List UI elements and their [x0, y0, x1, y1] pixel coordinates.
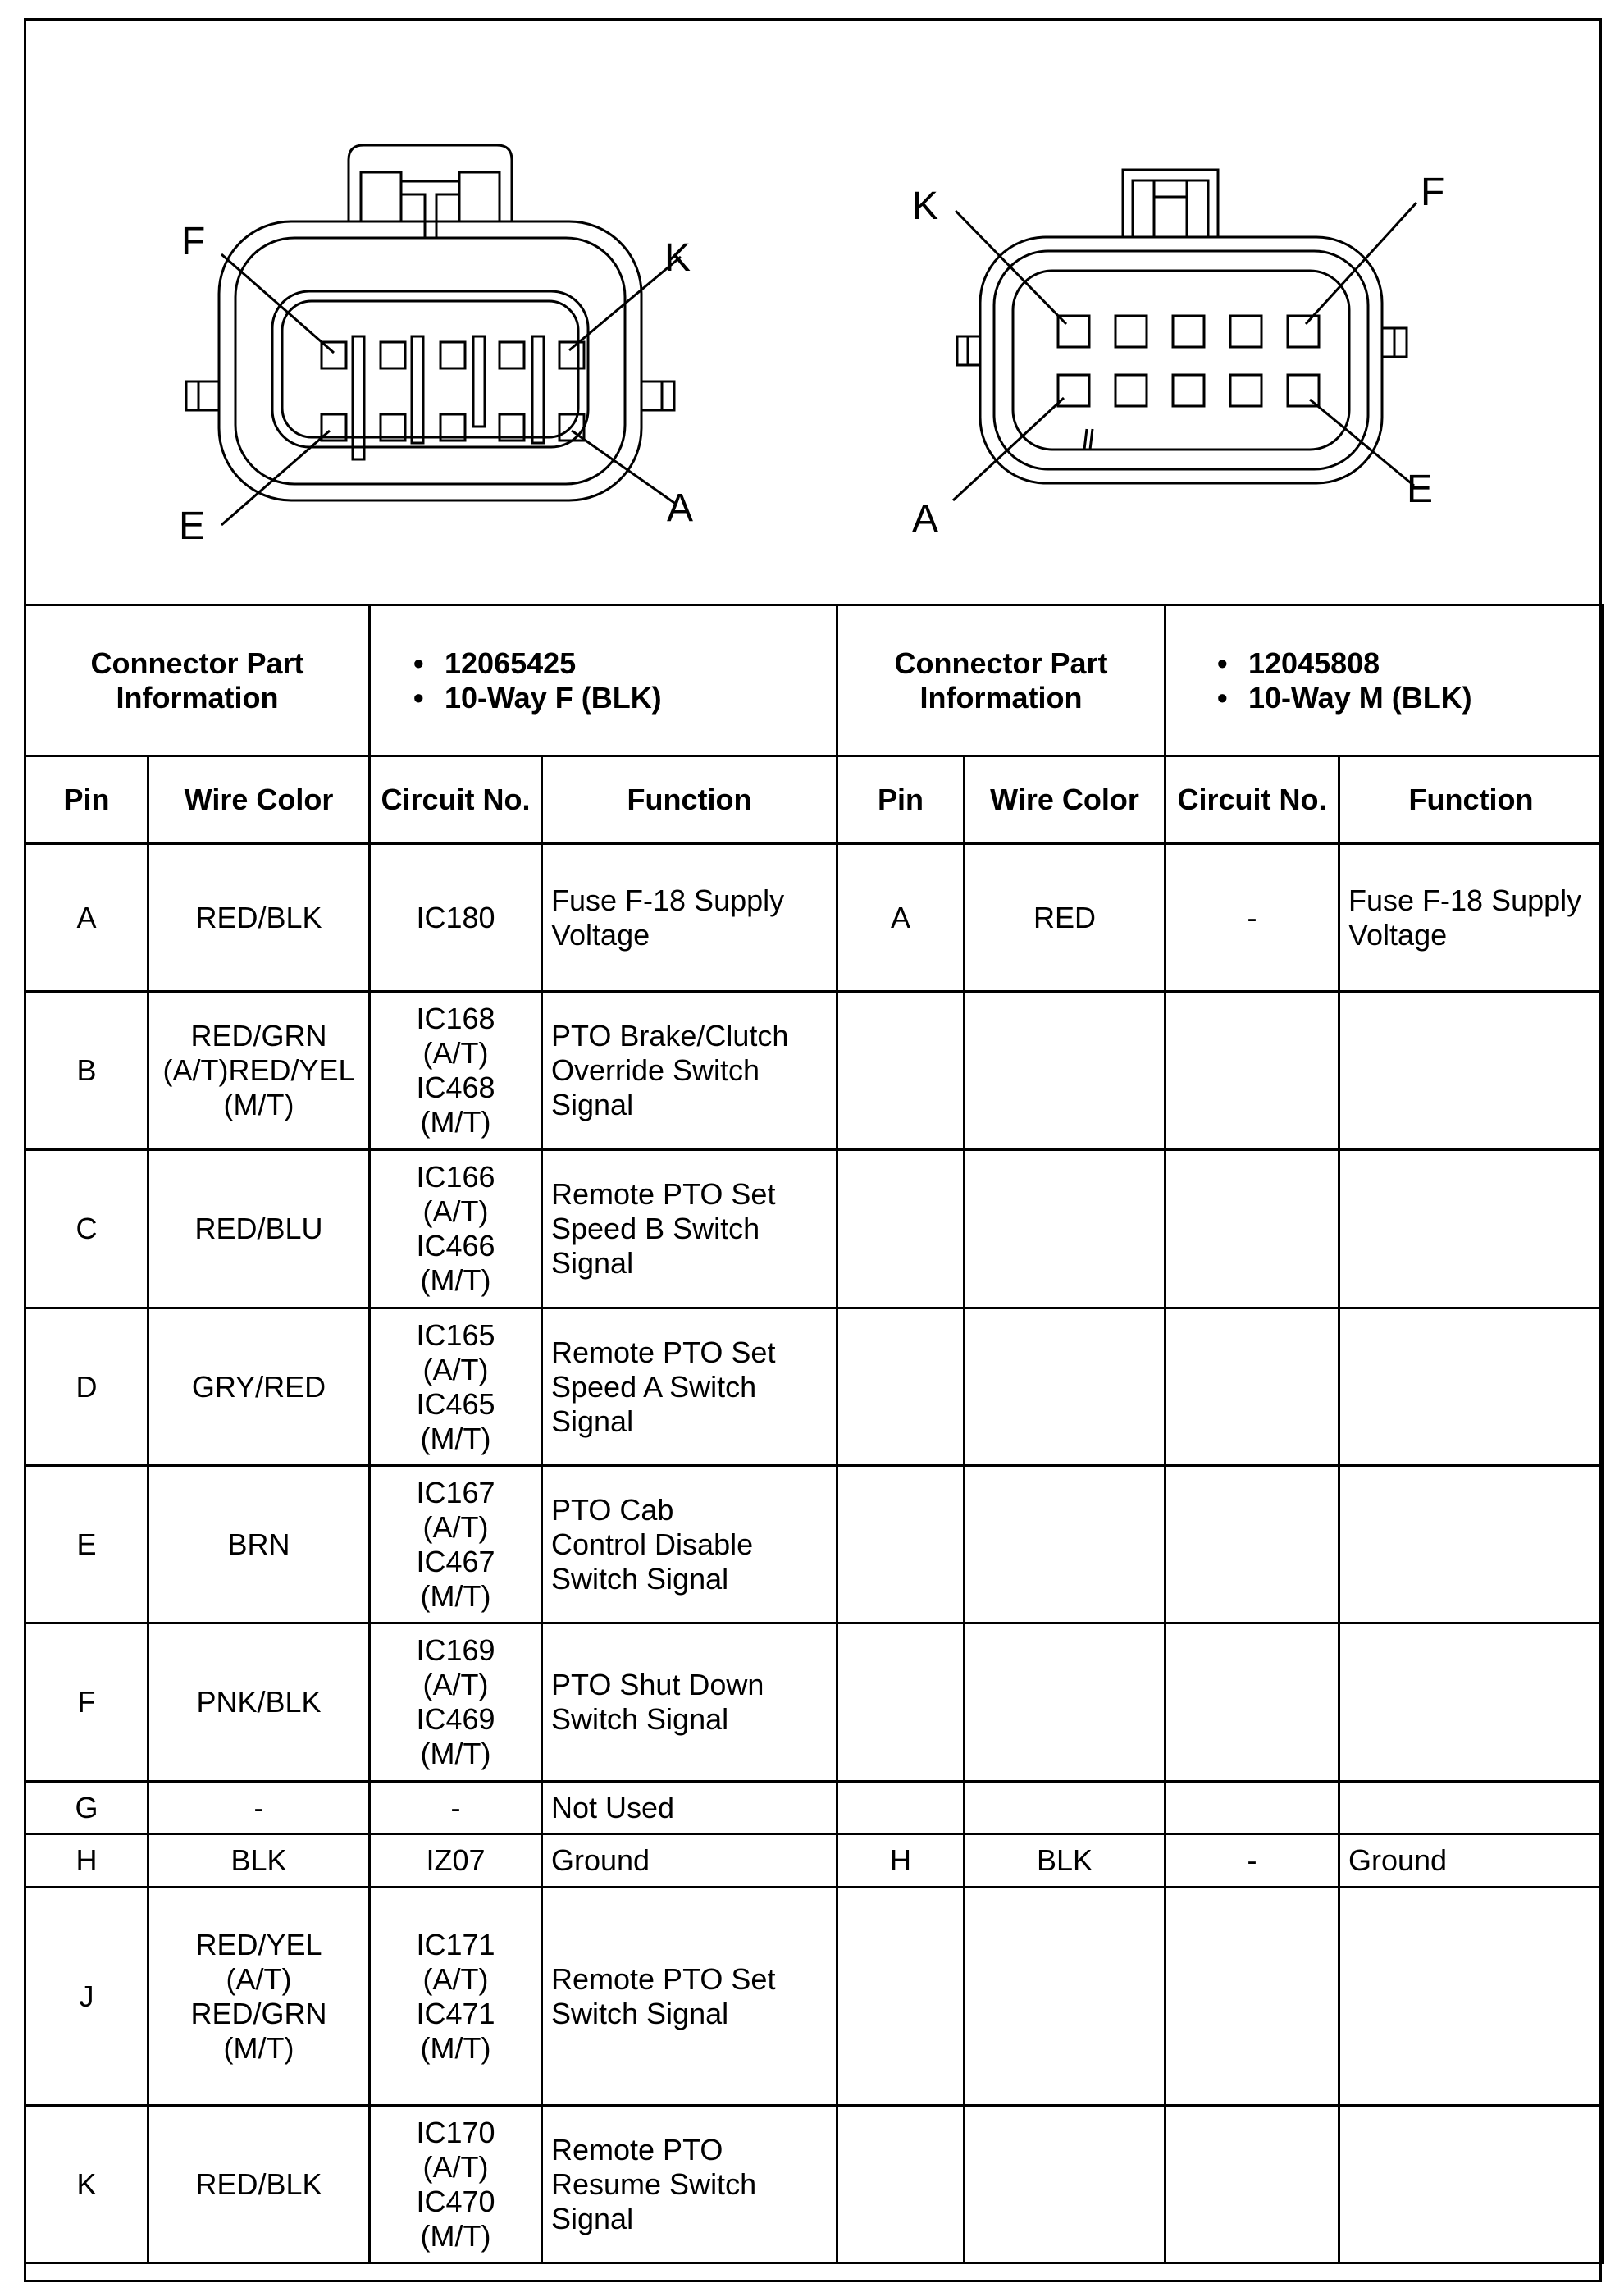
circuit-no-line: IC468	[416, 1071, 495, 1104]
function-line: PTO Brake/Clutch	[551, 1019, 789, 1052]
function-line: Remote PTO Set	[551, 1177, 776, 1211]
right-pin-cell	[837, 1888, 965, 2106]
right-connector-body	[957, 170, 1407, 483]
circuit-no-line: -	[1247, 900, 1257, 934]
function-line: Ground	[551, 1843, 650, 1877]
right-part-info-label: Connector Part Information	[837, 605, 1166, 756]
col-header: Pin	[25, 756, 148, 844]
right-wire-color-cell	[965, 1308, 1166, 1466]
connector-part-info-row	[25, 605, 1603, 756]
col-header: Function	[1339, 756, 1603, 844]
right-function-cell	[1339, 1150, 1603, 1308]
left-wire-color-cell	[148, 1834, 370, 1888]
right-circuit-no-cell	[1166, 1150, 1339, 1308]
left-pin-cell: F	[25, 1623, 148, 1782]
circuit-no-line: IC169	[416, 1633, 495, 1667]
function-line: Signal	[551, 1088, 634, 1121]
function-line: Signal	[551, 1246, 634, 1280]
left-circuit-no-cell	[370, 1466, 542, 1623]
circuit-no-line: IC467	[416, 1544, 495, 1578]
right-part-info	[1166, 605, 1603, 756]
right-function-cell	[1339, 992, 1603, 1150]
right-pin-cell: H	[837, 1834, 965, 1888]
left-pin-cell: H	[25, 1834, 148, 1888]
circuit-no-line: IC167	[416, 1475, 495, 1509]
function-line: Voltage	[1348, 917, 1448, 952]
right-pin-cell	[837, 1623, 965, 1782]
function-line: Signal	[551, 1404, 634, 1438]
right-circuit-no-cell	[1166, 2106, 1339, 2263]
col-header: Function	[542, 756, 837, 844]
left-label-e: E	[179, 505, 206, 548]
col-header: Pin	[837, 756, 965, 844]
circuit-no-line: IZ07	[426, 1843, 486, 1877]
wire-color-line: BLK	[230, 1843, 287, 1877]
right-circuit-no-cell	[1166, 1466, 1339, 1623]
wire-color-line: RED/GRN	[190, 1996, 327, 2030]
function-line: Fuse F-18 Supply	[551, 883, 785, 917]
pinout-table	[24, 604, 1604, 2264]
circuit-no-line: IC166	[416, 1160, 495, 1194]
right-circuit-no-cell	[1166, 1782, 1339, 1834]
circuit-no-line: IC466	[416, 1229, 495, 1262]
col-header: Wire Color	[148, 756, 370, 844]
pinout-document	[24, 18, 1602, 2282]
wire-color-line: GRY/RED	[191, 1369, 326, 1404]
left-function-cell	[542, 1466, 837, 1623]
right-part-number: • 12045808	[1248, 646, 1602, 681]
left-wire-color-cell	[148, 1888, 370, 2106]
circuit-no-line: -	[450, 1790, 461, 1824]
left-wire-color-cell	[148, 2106, 370, 2263]
right-wire-color-cell	[965, 992, 1166, 1150]
table-row	[25, 844, 1603, 992]
circuit-no-line: IC469	[416, 1702, 495, 1736]
col-header: Circuit No.	[370, 756, 542, 844]
table-row	[25, 1150, 1603, 1308]
right-wire-color-cell	[965, 1782, 1166, 1834]
function-line: Not Used	[551, 1790, 675, 1824]
left-circuit-no-cell	[370, 1623, 542, 1782]
circuit-no-line: IC180	[416, 900, 495, 934]
wire-color-line: RED	[1033, 900, 1096, 934]
function-line: Signal	[551, 2201, 634, 2235]
function-line: Switch Signal	[551, 1996, 729, 2030]
wire-color-line: PNK/BLK	[196, 1685, 322, 1719]
right-pin-cell: A	[837, 844, 965, 992]
right-circuit-no-cell	[1166, 1308, 1339, 1466]
left-function-cell	[542, 1888, 837, 2106]
function-line: PTO Cab	[551, 1492, 674, 1527]
right-function-cell	[1339, 1623, 1603, 1782]
function-line: Remote PTO Set	[551, 1335, 776, 1369]
left-wire-color-cell	[148, 1782, 370, 1834]
circuit-no-line: IC465	[416, 1386, 495, 1421]
function-line: Switch Signal	[551, 1702, 729, 1736]
left-circuit-no-cell	[370, 992, 542, 1150]
left-pin-cell: B	[25, 992, 148, 1150]
left-pin-cell: E	[25, 1466, 148, 1623]
wire-color-line: (A/T)	[226, 1961, 292, 1996]
right-wire-color-cell	[965, 844, 1166, 992]
left-function-cell	[542, 1623, 837, 1782]
connector-illustration	[26, 21, 1599, 603]
left-pin-cell: C	[25, 1150, 148, 1308]
table-row	[25, 1623, 1603, 1782]
right-pin-cell	[837, 1150, 965, 1308]
circuit-no-line: (M/T)	[420, 2030, 491, 2065]
left-wire-color-cell	[148, 844, 370, 992]
right-wire-color-cell	[965, 1888, 1166, 2106]
circuit-no-line: (M/T)	[420, 1737, 491, 1770]
wire-color-line: BRN	[227, 1527, 290, 1561]
circuit-no-line: (M/T)	[420, 1263, 491, 1297]
right-label-f: F	[1421, 171, 1445, 214]
function-line: Override Switch	[551, 1053, 760, 1087]
circuit-no-line: (M/T)	[420, 2218, 491, 2253]
function-line: PTO Shut Down	[551, 1668, 764, 1701]
circuit-no-line: (A/T)	[422, 1509, 489, 1544]
right-function-cell	[1339, 2106, 1603, 2263]
circuit-no-line: (A/T)	[422, 1668, 489, 1701]
right-circuit-no-cell	[1166, 844, 1339, 992]
left-pin-cell: K	[25, 2106, 148, 2263]
connector-diagram	[26, 21, 1599, 603]
wire-color-line: RED/BLK	[195, 2167, 322, 2201]
right-circuit-no-cell	[1166, 992, 1339, 1150]
right-circuit-no-cell	[1166, 1888, 1339, 2106]
left-part-info-label: Connector Part Information	[25, 605, 370, 756]
function-line: Voltage	[551, 917, 650, 952]
left-circuit-no-cell	[370, 1834, 542, 1888]
function-line: Fuse F-18 Supply	[1348, 883, 1582, 917]
left-function-cell	[542, 2106, 837, 2263]
right-function-cell	[1339, 1888, 1603, 2106]
left-label-f: F	[181, 220, 206, 263]
left-circuit-no-cell	[370, 1888, 542, 2106]
table-row	[25, 2106, 1603, 2263]
left-circuit-no-cell	[370, 1308, 542, 1466]
right-function-cell	[1339, 1834, 1603, 1888]
left-wire-color-cell	[148, 992, 370, 1150]
left-pin-cell: D	[25, 1308, 148, 1466]
function-line: Resume Switch	[551, 2167, 757, 2201]
right-pin-cell	[837, 1308, 965, 1466]
circuit-no-line: IC171	[416, 1927, 495, 1961]
wire-color-line: RED/GRN	[190, 1019, 327, 1052]
left-part-number: • 12065425	[445, 646, 836, 681]
left-wire-color-cell	[148, 1150, 370, 1308]
right-label-k: K	[912, 185, 939, 228]
table-row	[25, 1782, 1603, 1834]
right-pin-cell	[837, 2106, 965, 2263]
right-function-cell	[1339, 1466, 1603, 1623]
table-row	[25, 992, 1603, 1150]
left-function-cell	[542, 1308, 837, 1466]
wire-color-line: BLK	[1036, 1843, 1093, 1877]
right-part-type: • 10-Way M (BLK)	[1248, 681, 1602, 715]
right-pin-cell	[837, 992, 965, 1150]
left-circuit-no-cell	[370, 1150, 542, 1308]
left-wire-color-cell	[148, 1308, 370, 1466]
left-part-type: • 10-Way F (BLK)	[445, 681, 836, 715]
right-function-cell	[1339, 1782, 1603, 1834]
right-pin-cell	[837, 1782, 965, 1834]
right-wire-color-cell	[965, 2106, 1166, 2263]
table-row	[25, 1834, 1603, 1888]
right-pin-cell	[837, 1466, 965, 1623]
left-wire-color-cell	[148, 1623, 370, 1782]
right-function-cell	[1339, 844, 1603, 992]
left-function-cell	[542, 992, 837, 1150]
wire-color-line: (M/T)	[223, 2030, 294, 2065]
function-line: Control Disable	[551, 1527, 754, 1561]
left-circuit-no-cell	[370, 844, 542, 992]
left-function-cell	[542, 1150, 837, 1308]
wire-color-line: (A/T)RED/YEL	[162, 1053, 355, 1087]
left-pin-cell: G	[25, 1782, 148, 1834]
wire-color-line: (M/T)	[223, 1088, 294, 1121]
table-row	[25, 1308, 1603, 1466]
function-line: Speed A Switch	[551, 1369, 757, 1404]
left-label-a: A	[667, 486, 694, 530]
function-line: Ground	[1348, 1843, 1448, 1877]
wire-color-line: -	[253, 1790, 264, 1824]
right-label-e: E	[1407, 468, 1434, 511]
column-header-row	[25, 756, 1603, 844]
circuit-no-line: (A/T)	[422, 1194, 489, 1228]
circuit-no-line: IC170	[416, 2115, 495, 2149]
right-function-cell	[1339, 1308, 1603, 1466]
right-circuit-no-cell	[1166, 1623, 1339, 1782]
function-line: Switch Signal	[551, 1561, 729, 1596]
table-row	[25, 1888, 1603, 2106]
wire-color-line: RED/BLK	[195, 900, 322, 934]
right-wire-color-cell	[965, 1150, 1166, 1308]
circuit-no-line: IC470	[416, 2184, 495, 2218]
wire-color-line: RED/BLU	[194, 1212, 323, 1245]
circuit-no-line: -	[1247, 1843, 1257, 1877]
left-circuit-no-cell	[370, 1782, 542, 1834]
col-header: Circuit No.	[1166, 756, 1339, 844]
left-circuit-no-cell	[370, 2106, 542, 2263]
right-wire-color-cell	[965, 1834, 1166, 1888]
right-wire-color-cell	[965, 1466, 1166, 1623]
table-row	[25, 1466, 1603, 1623]
circuit-no-line: (A/T)	[422, 2149, 489, 2184]
circuit-no-line: IC471	[416, 1996, 495, 2030]
left-function-cell	[542, 1782, 837, 1834]
right-label-a: A	[912, 497, 939, 541]
circuit-no-line: (A/T)	[422, 1961, 489, 1996]
right-circuit-no-cell	[1166, 1834, 1339, 1888]
circuit-no-line: (M/T)	[420, 1578, 491, 1613]
wire-color-line: RED/YEL	[195, 1927, 322, 1961]
function-line: Speed B Switch	[551, 1212, 760, 1245]
right-wire-color-cell	[965, 1623, 1166, 1782]
left-wire-color-cell	[148, 1466, 370, 1623]
function-line: Remote PTO	[551, 2132, 723, 2167]
left-label-k: K	[664, 236, 691, 280]
left-function-cell	[542, 1834, 837, 1888]
left-pin-cell: J	[25, 1888, 148, 2106]
circuit-no-line: (A/T)	[422, 1036, 489, 1070]
circuit-no-line: IC165	[416, 1317, 495, 1352]
circuit-no-line: IC168	[416, 1002, 495, 1035]
left-part-info	[370, 605, 837, 756]
left-function-cell	[542, 844, 837, 992]
circuit-no-line: (A/T)	[422, 1352, 489, 1386]
col-header: Wire Color	[965, 756, 1166, 844]
circuit-no-line: (M/T)	[420, 1105, 491, 1139]
circuit-no-line: (M/T)	[420, 1421, 491, 1455]
left-pin-cell: A	[25, 844, 148, 992]
function-line: Remote PTO Set	[551, 1961, 776, 1996]
